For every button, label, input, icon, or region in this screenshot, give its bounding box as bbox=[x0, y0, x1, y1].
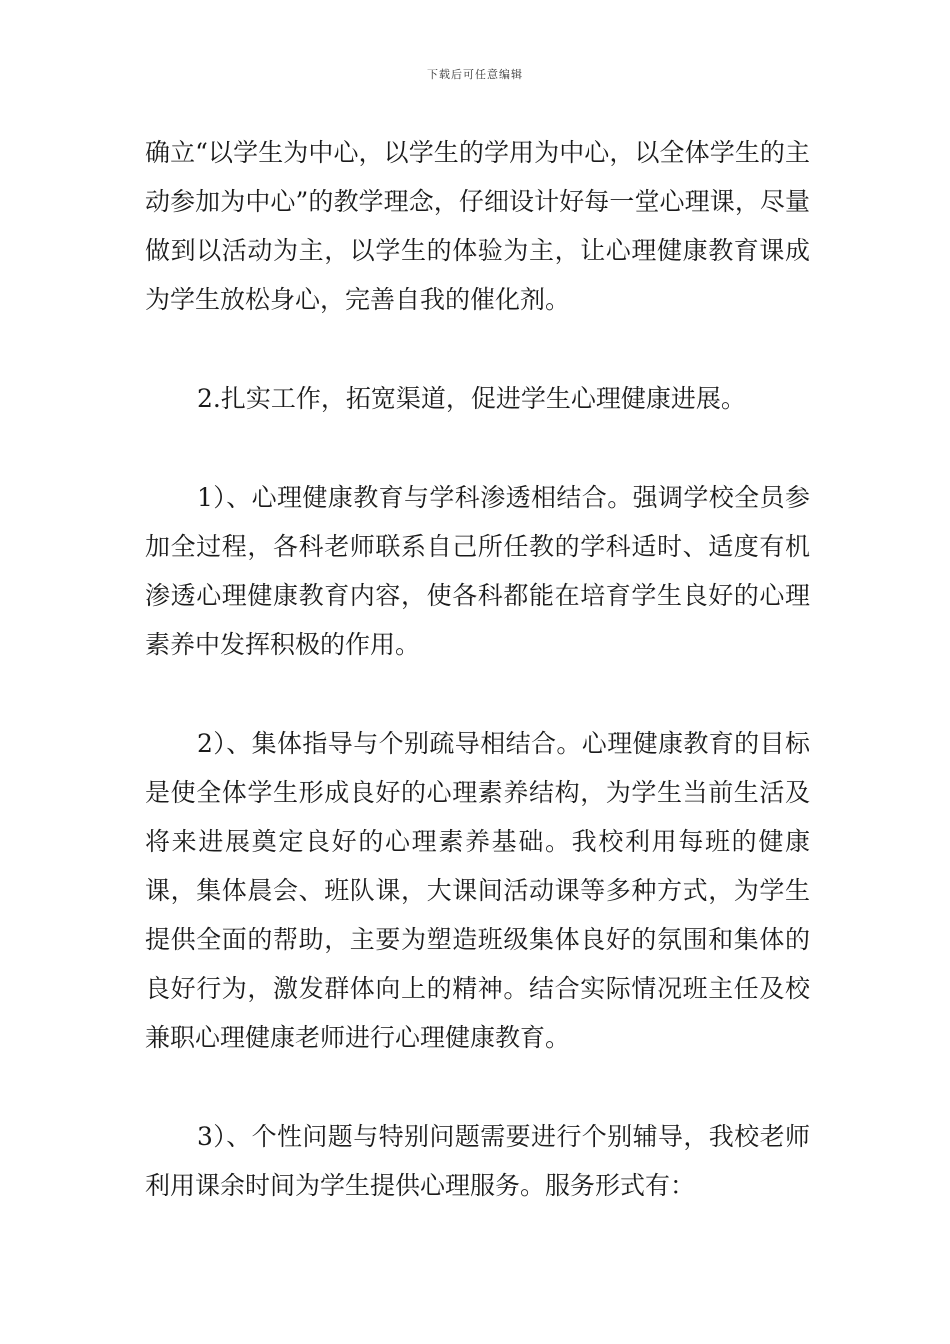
paragraph-item-3: 3）、个性问题与特别问题需要进行个别辅导，我校老师利用课余时间为学生提供心理服务。服务形式有： bbox=[145, 1122, 810, 1200]
paragraph-spacer bbox=[145, 1062, 810, 1112]
paragraph-spacer bbox=[145, 669, 810, 719]
paragraph-spacer bbox=[145, 423, 810, 473]
document-body bbox=[145, 128, 810, 1210]
paragraph-spacer bbox=[145, 324, 810, 374]
page-header: 下载后可任意编辑 bbox=[427, 68, 523, 81]
paragraph-teaching-philosophy: 确立“以学生为中心，以学生的学用为中心，以全体学生的主动参加为中心”的教学理念，仔细设计好每一堂心理课，尽量做到以活动为主，以学生的体验为主，让心理健康教育课成为学生放松身心，完善自我的催化剂。 bbox=[145, 138, 810, 314]
paragraph-item-1: 1）、心理健康教育与学科渗透相结合。强调学校全员参加全过程，各科老师联系自己所任教的学科适时、适度有机渗透心理健康教育内容，使各科都能在培育学生良好的心理素养中发挥积极的作用。 bbox=[145, 483, 810, 659]
section-heading-2: 2.扎实工作，拓宽渠道，促进学生心理健康进展。 bbox=[197, 384, 746, 413]
paragraph-item-2: 2）、集体指导与个别疏导相结合。心理健康教育的目标是使全体学生形成良好的心理素养结构，为学生当前生活及将来进展奠定良好的心理素养基础。我校利用每班的健康课，集体晨会、班队课，大课间活动课等多种方式，为学生提供全面的帮助，主要为塑造班级集体良好的氛围和集体的良好行为，激发群体向上的精神。结合实际情况班主任及校兼职心理健康老师进行心理健康教育。 bbox=[145, 729, 810, 1052]
